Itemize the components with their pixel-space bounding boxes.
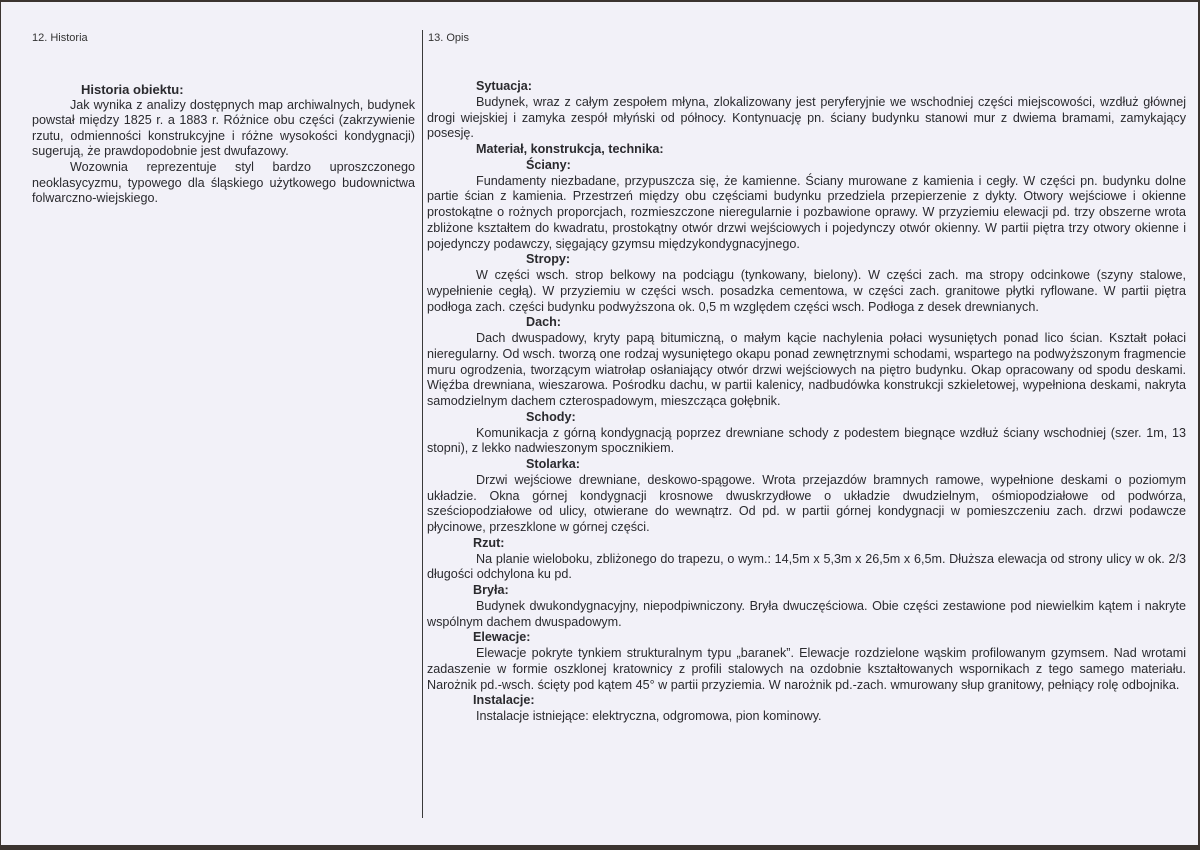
text-dach: Dach dwuspadowy, kryty papą bitumiczną, o małym kącie nachylenia połaci wysuniętych ponad lico ścian. Kształt połaci nieregularny. Od wsch. tworzą one rodzaj wysuniętego okapu ponad zewnętrznymi schodami, wspartego na podwyższonym fragmencie muru ogrodzenia, tworzącym wiatrołap osłaniający otwór drzwi wejściowych na piętro budynku. Okap opracowany od spodu deskami. Więźba drewniana, wieszarowa. Pośrodku dachu, w partii kalenicy, nadbudówka konstrukcji szkieletowej, wypełniona deskami, nakryta samodzielnym dachem czterospadowym, mieszcząca gołębnik.	[427, 331, 1186, 408]
heading-bryla: Bryła:	[473, 583, 509, 597]
text-stolarka: Drzwi wejściowe drewniane, deskowo-spągowe. Wrota przejazdów bramnych ramowe, wypełnione deskami o poziomym układzie. Okna górnej kondygnacji krosnowe dwuskrzydłowe o układzie dwudzielnym, ośmiopodziałowe od podwórza, sześciopodziałowe od ulicy, otwierane do wewnątrz. Od pd. w partii górnej kondygnacji w pomieszczeniu zach. drzwi podawcze płycinowe, przeszklone w górnej części.	[427, 472, 1186, 534]
text-instalacje: Instalacje istniejące: elektryczna, odgromowa, pion kominowy.	[476, 709, 822, 723]
section-label-opis: 13. Opis	[428, 32, 469, 44]
heading-stropy: Stropy:	[526, 252, 571, 267]
history-heading: Historia obiektu:	[81, 82, 184, 97]
text-schody: Komunikacja z górną kondygnacją poprzez drewniane schody z podestem biegnące wzdłuż ściany wschodniej (szer. 1m, 13 stopni), z lekko nadwieszonym spocznikiem.	[427, 425, 1186, 456]
text-sciany: Fundamenty niezbadane, przypuszcza się, że kamienne. Ściany murowane z kamienia i cegły. W części pn. budynku dolne partie ścian z kamienia. Przestrzeń między obu częściami budynku przedziela przepierzenie z dykty. Otwory wejściowe i okienne prostokątne o rożnych proporcjach, rozmieszczone nieregularnie i pozbawione oprawy. W przyziemiu elewacji pd. trzy obszerne wrota zbliżone kształtem do kwadratu, prostokątny otwór drzwi wejściowych i pojedynczy otwór okienny. W partii piętra trzy otwory okienne i pojedynczy podawczy, sięgający gzymsu międzykondygnacyjnego.	[427, 173, 1186, 251]
heading-elewacje: Elewacje:	[473, 630, 531, 645]
heading-instalacje: Instalacje:	[473, 693, 535, 708]
text-stropy: W części wsch. strop belkowy na podciągu (tynkowany, bielony). W części zach. ma stropy odcinkowe (szyny stalowe, wypełnienie cegłą). W przyziemiu w części wsch. posadzka cementowa, w części zach. granitowe płytki ryflowane. W partii piętra podłoga zach. części budynku podwyższona ok. 0,5 m względem części wsch. Podłoga z desek drewnianych.	[427, 268, 1186, 314]
document-page	[1, 2, 1198, 845]
heading-stolarka: Stolarka:	[526, 457, 580, 471]
section-label-historia: 12. Historia	[32, 32, 88, 44]
heading-schody: Schody:	[526, 409, 576, 424]
heading-sytuacja: Sytuacja:	[476, 79, 532, 93]
column-divider	[422, 30, 423, 818]
text-sytuacja: Budynek, wraz z całym zespołem młyna, zlokalizowany jest peryferyjnie we wschodniej części miejscowości, wzdłuż głównej drogi wiejskiej i zamyka zespół młyński od północy. Kontynuację pn. ściany budynku stanowi mur z dwiema bramami, zamykający posesję.	[427, 94, 1186, 141]
description-column	[427, 79, 1186, 725]
history-paragraph: Jak wynika z analizy dostępnych map archiwalnych, budynek powstał między 1825 r. a 1883 r. Różnice obu części (zakrzywienie rzutu, odmienności konstrukcyjne i różne wysokości kondygnacji) sugerują, że prawdopodobnie jest dwufazowy.	[32, 97, 415, 159]
heading-rzut: Rzut:	[473, 535, 505, 550]
text-bryla: Budynek dwukondygnacyjny, niepodpiwniczony. Bryła dwuczęściowa. Obie części zestawione pod niewielkim kątem i nakryte wspólnym dachem dwuspadowym.	[427, 598, 1186, 629]
history-column	[32, 82, 415, 207]
text-elewacje: Elewacje pokryte tynkiem strukturalnym typu „baranek”. Elewacje rozdzielone wąskim profilowanym gzymsem. Nad wrotami zadaszenie w formie oszklonej kratownicy z profili stalowych na ozdobnie kształtowanych wspornikach z tego samego materiału. Narożnik pd.-wsch. ścięty pod kątem 45° w partii przyziemia. W narożnik pd.-zach. wmurowany słup granitowy, pełniący rolę odbojnika.	[427, 646, 1186, 692]
heading-sciany: Ściany:	[526, 157, 571, 172]
heading-material: Materiał, konstrukcja, technika:	[476, 142, 664, 156]
text-rzut: Na planie wieloboku, zbliżonego do trapezu, o wym.: 14,5m x 5,3m x 26,5m x 6,5m. Dłuższa elewacja od strony ulicy w ok. 2/3 długości odchylona ku pd.	[427, 551, 1186, 582]
history-paragraph: Wozownia reprezentuje styl bardzo uproszczonego neoklasycyzmu, typowego dla śląskiego użytkowego budownictwa folwarczno-wiejskiego.	[32, 159, 415, 206]
heading-dach: Dach:	[526, 315, 561, 330]
